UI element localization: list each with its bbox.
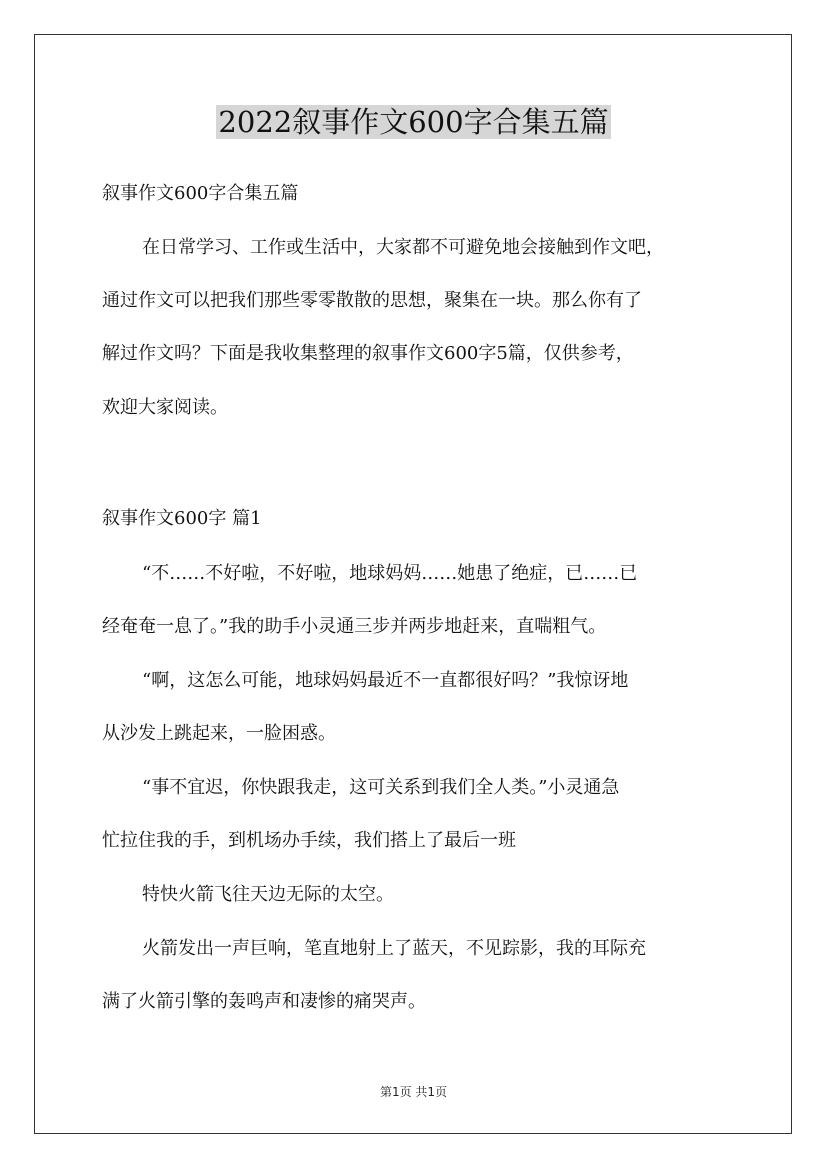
body-line-9: 满了火箭引擎的轰鸣声和凄惨的痛哭声。 [102, 991, 426, 1012]
intro-line-2: 通过作文可以把我们那些零零散散的思想，聚集在一块。那么你有了 [102, 290, 642, 311]
body-line-4: 从沙发上跳起来，一脸困惑。 [102, 723, 336, 744]
section-heading: 叙事作文600字 篇1 [102, 508, 262, 529]
body-line-6: 忙拉住我的手，到机场办手续，我们搭上了最后一班 [102, 830, 516, 851]
body-line-2: 经奄奄一息了。”我的助手小灵通三步并两步地赶来，直喘粗气。 [102, 616, 607, 637]
intro-line-3: 解过作文吗？下面是我收集整理的叙事作文600字5篇，仅供参考， [102, 343, 634, 364]
document-title-text: 2022叙事作文600字合集五篇 [218, 105, 609, 139]
body-line-3: “啊，这怎么可能，地球妈妈最近不一直都很好吗？”我惊讶地 [142, 670, 629, 691]
body-line-7: 特快火箭飞往天边无际的太空。 [142, 884, 394, 905]
intro-line-1: 在日常学习、工作或生活中，大家都不可避免地会接触到作文吧， [142, 237, 664, 258]
body-line-8: 火箭发出一声巨响，笔直地射上了蓝天，不见踪影，我的耳际充 [142, 938, 646, 959]
body-line-1: “不……不好啦，不好啦，地球妈妈……她患了绝症，已……已 [142, 563, 638, 584]
intro-line-4: 欢迎大家阅读。 [102, 397, 228, 418]
body-line-5: “事不宜迟，你快跟我走，这可关系到我们全人类。”小灵通急 [142, 777, 620, 798]
page-footer: 第1页 共1页 [379, 1085, 448, 1099]
document-subtitle: 叙事作文600字合集五篇 [102, 183, 299, 204]
document-title [0, 102, 827, 142]
